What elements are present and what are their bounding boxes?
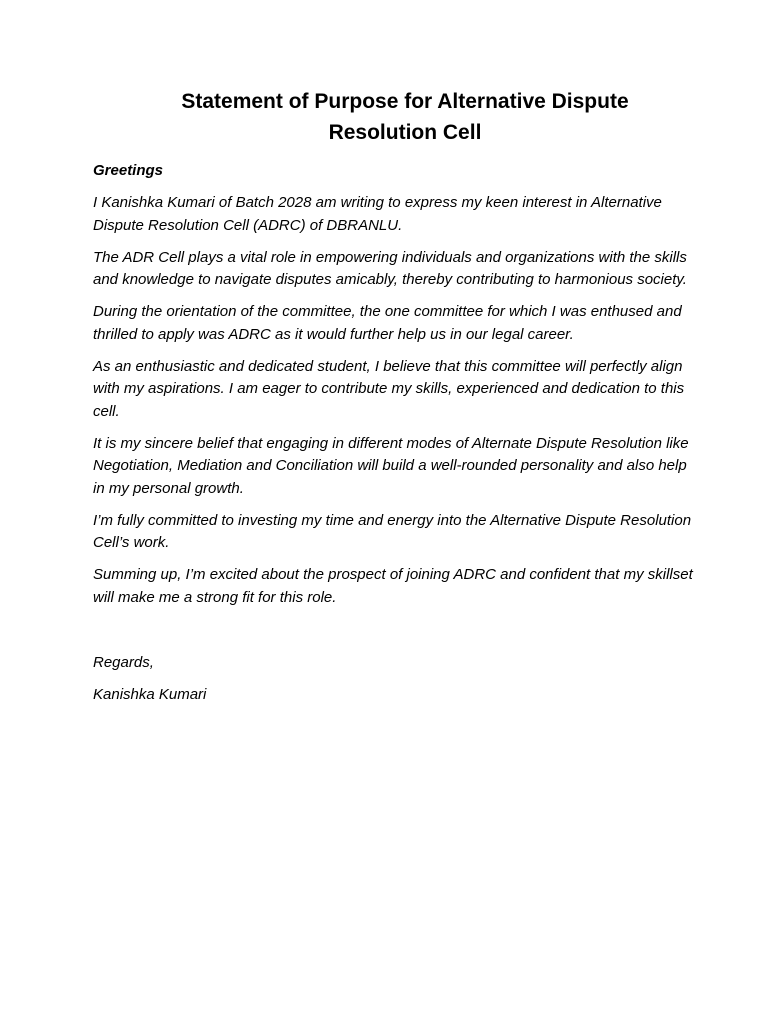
document-body	[93, 160, 693, 716]
spacer	[93, 619, 693, 652]
document-title	[120, 86, 690, 148]
signature: Kanishka Kumari	[93, 685, 207, 703]
paragraph-orientation: During the orientation of the committee, the one committee for which I was enthused and thrilled to apply was ADRC as it would further help us in our legal career.	[93, 303, 682, 343]
closing: Regards,	[93, 653, 154, 671]
paragraph-aspirations: As an enthusiastic and dedicated student, I believe that this committee will perfectly align with my aspirations. I am eager to contribute my skills, experienced and dedication to this cell.	[93, 357, 685, 420]
document-title-line-1: Statement of Purpose for Alternative Dispute	[181, 90, 629, 113]
paragraph-adr-role: The ADR Cell plays a vital role in empowering individuals and organizations with the skills and knowledge to navigate disputes amicably, thereby contributing to harmonious society.	[93, 248, 687, 288]
paragraph-commitment: I’m fully committed to investing my time and energy into the Alternative Dispute Resolution Cell’s work.	[93, 511, 692, 551]
document-title-line-2: Resolution Cell	[328, 121, 482, 144]
paragraph-belief: It is my sincere belief that engaging in different modes of Alternate Dispute Resolution like Negotiation, Mediation and Conciliation will build a well-rounded personality and also help in my personal growth.	[93, 434, 689, 497]
paragraph-summary: Summing up, I’m excited about the prospect of joining ADRC and confident that my skillset will make me a strong fit for this role.	[93, 566, 693, 606]
greeting: Greetings	[93, 162, 164, 179]
paragraph-intro: I Kanishka Kumari of Batch 2028 am writing to express my keen interest in Alternative Dispute Resolution Cell (ADRC) of DBRANLU.	[93, 194, 662, 234]
